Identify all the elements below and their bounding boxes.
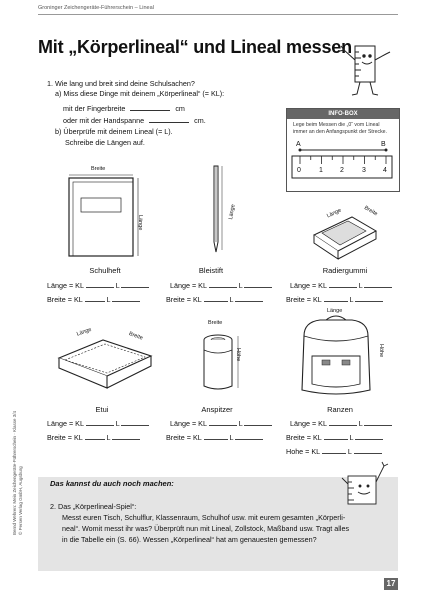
extra-task-line-3: in die Tabelle ein (S. 66). Wessen „Körperlineal“ hat am genauesten gemessen?: [62, 535, 317, 544]
kl-blank[interactable]: [322, 447, 346, 454]
hand-unit: cm.: [194, 116, 206, 125]
finger-unit: cm: [175, 104, 185, 113]
ranzen-breite-row: [286, 433, 383, 442]
l-label: L: [229, 295, 234, 304]
row-label: Länge = KL: [170, 419, 207, 428]
page-title: Mit „Körperlineal“ und Lineal messen: [38, 37, 352, 57]
kl-blank[interactable]: [204, 433, 228, 440]
ranzen-hoehe-row: [286, 447, 382, 456]
l-blank[interactable]: [364, 419, 392, 426]
side-credit-line-2: © Persen Verlag GmbH, Augsburg: [17, 466, 23, 535]
etui-laenge-row: [47, 419, 149, 428]
hand-blank[interactable]: [149, 115, 189, 123]
l-label: L: [349, 295, 354, 304]
caption-bleistift: Bleistift: [198, 266, 224, 275]
row-label: Länge = KL: [290, 419, 327, 428]
row-label: Länge = KL: [47, 281, 84, 290]
ruler-mascot-small-illustration: [338, 458, 390, 508]
row-label: Länge = KL: [290, 281, 327, 290]
radiergummi-laenge-row: [290, 281, 392, 290]
kl-blank[interactable]: [324, 295, 348, 302]
anspitzer-breite-row: [166, 433, 263, 442]
sharpener-illustration: [196, 328, 246, 396]
extra-task-line-1: Messt euren Tisch, Schulflur, Klassenraum, Schulhof usw. mit eurem gesamten „Körperli-: [62, 513, 346, 522]
kl-blank[interactable]: [204, 295, 228, 302]
extra-task-line-2: neal“. Womit messt ihr was? Überprüft nun mit Lineal, Zollstock, Maßband usw. Tragt alles: [62, 524, 350, 533]
l-blank[interactable]: [244, 281, 272, 288]
l-label: L: [358, 281, 363, 290]
row-label: Breite = KL: [166, 433, 202, 442]
point-a-label: A: [296, 141, 301, 148]
ruler-mascot-illustration: [338, 40, 394, 100]
row-label: Breite = KL: [286, 295, 322, 304]
l-label: L: [115, 419, 120, 428]
l-label: L: [349, 433, 354, 442]
task-b-instruction-2: Schreibe die Längen auf.: [65, 138, 145, 147]
ruler-tick-0: 0: [297, 167, 301, 174]
etui-breite-label: Breite: [127, 331, 144, 342]
backpack-illustration: [290, 312, 382, 400]
row-label: Länge = KL: [170, 281, 207, 290]
row-label: Breite = KL: [286, 433, 322, 442]
caption-anspitzer: Anspitzer: [201, 405, 233, 414]
point-b-label: B: [381, 141, 386, 148]
l-blank[interactable]: [235, 295, 263, 302]
kl-blank[interactable]: [324, 433, 348, 440]
ranzen-laenge-label: Länge: [327, 308, 343, 314]
extra-task-title: Das kannst du auch noch machen:: [50, 479, 174, 488]
anspitzer-laenge-row: [170, 419, 272, 428]
notebook-illustration: [65, 172, 145, 262]
finger-blank[interactable]: [130, 103, 170, 111]
l-blank[interactable]: [235, 433, 263, 440]
l-label: L: [115, 281, 120, 290]
bleistift-breite-row: [166, 295, 263, 304]
row-label: Breite = KL: [166, 295, 202, 304]
kl-blank[interactable]: [85, 295, 105, 302]
bleistift-laenge-row: [170, 281, 272, 290]
info-box-title: INFO-BOX: [287, 109, 399, 119]
task-question: Wie lang und breit sind deine Schulsachen?: [55, 79, 195, 88]
schulheft-breite-row: [47, 295, 140, 304]
running-header: Groninger Zeichengeräte-Führerschein – Lineal: [38, 5, 154, 11]
l-label: L: [106, 433, 111, 442]
bleistift-laenge-label: Länge: [228, 203, 237, 221]
l-label: L: [238, 419, 243, 428]
row-label: Hohe = KL: [286, 447, 320, 456]
kl-blank[interactable]: [85, 433, 105, 440]
kl-blank[interactable]: [86, 281, 114, 288]
extra-task-number: 2.: [50, 502, 56, 511]
radiergummi-breite-label: Breite: [363, 205, 379, 218]
ruler-tick-1: 1: [319, 167, 323, 174]
schulheft-laenge-label: Länge: [137, 215, 143, 231]
info-box-text: Lege beim Messen die „0“ vom Lineal immer an den Anfangspunkt der Strecke.: [293, 122, 388, 135]
radiergummi-breite-row: [286, 295, 383, 304]
ranzen-laenge-row: [290, 419, 392, 428]
l-label: L: [347, 447, 352, 456]
ranzen-hoehe-label: Höhe: [378, 344, 384, 358]
kl-blank[interactable]: [329, 419, 357, 426]
header-divider: [38, 14, 398, 15]
l-blank[interactable]: [355, 433, 383, 440]
radiergummi-laenge-label: Länge: [326, 207, 343, 220]
etui-breite-row: [47, 433, 140, 442]
caption-radiergummi: Radiergummi: [322, 266, 368, 275]
task-a-instruction: a) Miss diese Dinge mit deinem „Körperlineal“ (= KL):: [55, 89, 225, 98]
l-label: L: [238, 281, 243, 290]
row-label: Länge = KL: [47, 419, 84, 428]
l-blank[interactable]: [354, 447, 382, 454]
extra-task-heading: Das „Körperlineal-Spiel“:: [58, 502, 137, 511]
kl-blank[interactable]: [209, 281, 237, 288]
etui-laenge-label: Länge: [76, 326, 93, 338]
schulheft-laenge-row: [47, 281, 149, 290]
l-blank[interactable]: [364, 281, 392, 288]
l-label: L: [358, 419, 363, 428]
anspitzer-hoehe-label: Höhe: [235, 348, 241, 362]
caption-etui: Etui: [95, 405, 109, 414]
caption-schulheft: Schulheft: [89, 266, 121, 275]
side-credit: [10, 380, 32, 540]
l-blank[interactable]: [121, 419, 149, 426]
row-label: Breite = KL: [47, 295, 83, 304]
l-label: L: [106, 295, 111, 304]
l-blank[interactable]: [355, 295, 383, 302]
l-blank[interactable]: [121, 281, 149, 288]
schulheft-breite-label: Breite: [91, 166, 106, 172]
l-blank[interactable]: [244, 419, 272, 426]
kl-blank[interactable]: [86, 419, 114, 426]
kl-blank[interactable]: [209, 419, 237, 426]
page-number: 17: [384, 578, 398, 590]
task-number: 1.: [47, 79, 53, 88]
l-label: L: [229, 433, 234, 442]
ruler-tick-2: 2: [340, 167, 344, 174]
finger-label: mit der Fingerbreite: [63, 104, 126, 113]
hand-label: oder mit der Handspanne: [63, 116, 145, 125]
ruler-tick-3: 3: [362, 167, 366, 174]
l-blank[interactable]: [112, 433, 140, 440]
kl-blank[interactable]: [329, 281, 357, 288]
ruler-tick-4: 4: [383, 167, 387, 174]
l-blank[interactable]: [112, 295, 140, 302]
anspitzer-breite-label: Breite: [208, 320, 223, 326]
row-label: Breite = KL: [47, 433, 83, 442]
task-b-instruction: b) Überprüfe mit deinem Lineal (= L).: [55, 127, 173, 136]
side-credit-line-1: Bernd Wehren: Mein Zeichengeräte-Führerschein · Klasse 3/4: [12, 411, 17, 535]
caption-ranzen: Ranzen: [327, 405, 353, 414]
